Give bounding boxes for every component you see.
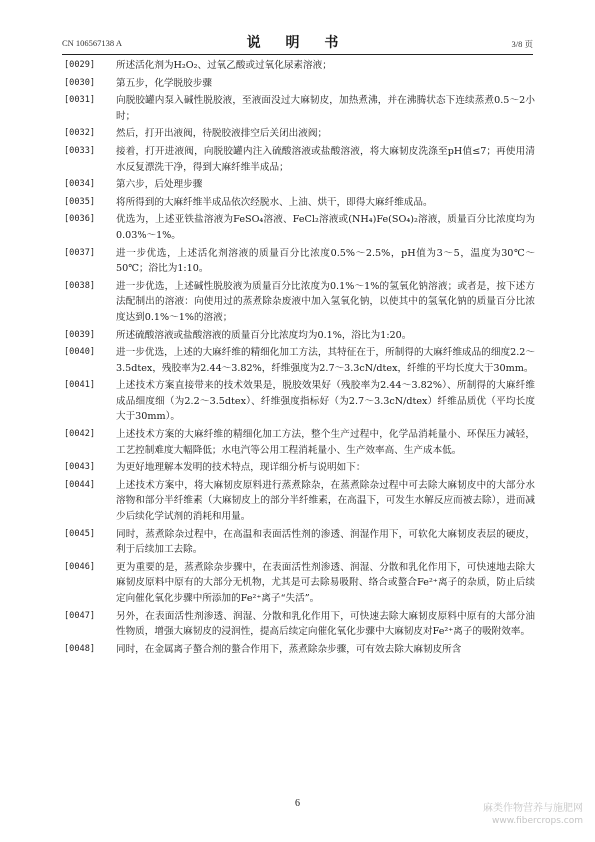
paragraph-number: [0045] <box>64 528 96 539</box>
paragraph-text: 为更好地理解本发明的技术特点，现详细分析与说明如下： <box>116 462 366 474</box>
patent-number: CN 106567138 A <box>62 38 122 48</box>
paragraph <box>64 195 535 211</box>
paragraph-number: [0042] <box>64 429 96 440</box>
paragraph <box>64 177 535 193</box>
site-watermark <box>483 802 583 828</box>
paragraph-text: 进一步优选，上述活化剂溶液的质量百分比浓度0.5%～2.5%，pH值为3～5，温度为30℃～50℃；浴比为1:10。 <box>116 247 535 275</box>
paragraph-text: 第六步，后处理步骤 <box>116 179 203 191</box>
paragraph <box>64 609 535 640</box>
paragraph-number: [0037] <box>64 247 96 258</box>
paragraph <box>64 378 535 425</box>
paragraph-text: 然后，打开出液阀，待脱胶液排空后关闭出液阀； <box>116 128 328 140</box>
paragraph-number: [0048] <box>64 643 96 654</box>
page-number: 6 <box>295 798 300 809</box>
paragraph-number: [0043] <box>64 462 96 473</box>
paragraph-number: [0039] <box>64 329 96 340</box>
description-body <box>64 58 535 659</box>
paragraph-number: [0035] <box>64 196 96 207</box>
paragraph-number: [0031] <box>64 95 96 106</box>
paragraph-text: 上述技术方案直接带来的技术效果是，脱胶效果好（残胶率为2.44～3.82%）、所制得的大麻纤维成品细度细（为2.2～3.5dtex）、纤维强度指标好（为2.7～3.3cN/dtex）纤维品质优（平均长度大于30mm）。 <box>116 380 535 423</box>
paragraph-text: 第五步，化学脱胶步骤 <box>116 77 212 89</box>
paragraph <box>64 642 535 658</box>
paragraph-number: [0034] <box>64 179 96 190</box>
paragraph-text: 上述技术方案中，将大麻韧皮原料进行蒸煮除杂，在蒸煮除杂过程中可去除大麻韧皮中的大部分水溶物和部分半纤维素（大麻韧皮上的部分半纤维素，在高温下，可发生水解反应而被去除），进而减少后续化学试剂的消耗和用量。 <box>116 479 535 523</box>
watermark-site-name: 麻类作物营养与施肥网 <box>483 803 583 814</box>
paragraph-text: 向脱胶罐内泵入碱性脱胶液，至液面没过大麻韧皮，加热煮沸，并在沸腾状态下连续蒸煮0.5～2小时； <box>116 95 535 122</box>
paragraph-text: 将所得到的大麻纤维半成品依次经脱水、上油、烘干，即得大麻纤维成品。 <box>116 196 433 208</box>
paragraph-text: 接着，打开进液阀，向脱胶罐内注入硫酸溶液或盐酸溶液，将大麻韧皮洗涤至pH值≤7；再使用清水反复漂洗干净，得到大麻纤维半成品； <box>116 145 535 173</box>
paragraph <box>64 478 535 525</box>
paragraph-number: [0047] <box>64 610 96 621</box>
paragraph <box>64 345 535 376</box>
paragraph <box>64 460 535 476</box>
paragraph <box>64 246 535 277</box>
paragraph <box>64 126 535 142</box>
paragraph-number: [0032] <box>64 128 96 139</box>
paragraph <box>64 58 535 74</box>
paragraph-text: 进一步优选，上述碱性脱胶液为质量百分比浓度为0.1%～1%的氢氧化钠溶液；或者是，按下述方法配制出的溶液：向使用过的蒸煮除杂废液中加入氢氧化钠，以使其中的氢氧化钠的质量百分比浓度达到0.1%～1%的溶液； <box>116 280 535 323</box>
paragraph <box>64 328 535 344</box>
watermark-url: www.fibercrops.com <box>492 816 583 826</box>
paragraph-text: 另外，在表面活性剂渗透、润湿、分散和乳化作用下，可快速去除大麻韧皮原料中原有的大部分油性物质，增强大麻韧皮的浸润性，提高后续定向催化氧化步骤中大麻韧皮对Fe²⁺离子的吸附效率。 <box>116 610 535 638</box>
paragraph <box>64 76 535 92</box>
paragraph-number: [0038] <box>64 280 96 291</box>
paragraph-text: 所述硫酸溶液或盐酸溶液的质量百分比浓度均为0.1%，浴比为1:20。 <box>116 329 412 341</box>
paragraph <box>64 427 535 458</box>
paragraph-text: 上述技术方案的大麻纤维的精细化加工方法，整个生产过程中，化学品消耗量小、环保压力减轻，工艺控制难度大幅降低；水电汽等公用工程消耗量小、生产效率高、生产成本低。 <box>116 429 535 456</box>
paragraph-number: [0044] <box>64 479 96 490</box>
paragraph-number: [0041] <box>64 380 96 391</box>
paragraph-text: 同时，在金属离子螯合剂的螯合作用下，蒸煮除杂步骤，可有效去除大麻韧皮所含 <box>116 643 462 655</box>
paragraph-text: 更为重要的是，蒸煮除杂步骤中，在表面活性剂渗透、润湿、分散和乳化作用下，可快速地去除大麻韧皮原料中原有的大部分无机物，尤其是可去除易吸附、络合或螯合Fe²⁺离子的杂质，防止后续定向催化氧化步骤中所添加的Fe²⁺离子“失活”。 <box>116 561 535 604</box>
paragraph-text: 同时，蒸煮除杂过程中，在高温和表面活性剂的渗透、润湿作用下，可软化大麻韧皮表层的硬皮，利于后续加工去除。 <box>116 528 535 556</box>
paragraph-text: 优选为，上述亚铁盐溶液为FeSO₄溶液、FeCl₂溶液或(NH₄)Fe(SO₄)₂溶液，质量百分比浓度均为0.03%～1%。 <box>116 214 535 241</box>
paragraph-text: 所述活化剂为H₂O₂、过氧乙酸或过氧化尿素溶液； <box>116 60 332 71</box>
document-title: 说 明 书 <box>246 35 349 51</box>
page-header <box>62 30 533 52</box>
paragraph <box>64 212 535 243</box>
paragraph-number: [0040] <box>64 347 96 358</box>
paragraph-number: [0033] <box>64 145 96 156</box>
paragraph-number: [0046] <box>64 561 96 572</box>
paragraph-number: [0030] <box>64 77 96 88</box>
paragraph <box>64 279 535 326</box>
paragraph <box>64 144 535 175</box>
paragraph-text: 进一步优选，上述的大麻纤维的精细化加工方法，其特征在于，所制得的大麻纤维成品的细度2.2～3.5dtex，残胶率为2.44～3.82%，纤维强度为2.7～3.3cN/dtex，纤维的平均长度大于30mm。 <box>116 347 535 374</box>
paragraph <box>64 93 535 124</box>
paragraph <box>64 560 535 607</box>
header-divider <box>62 54 533 55</box>
paragraph-number: [0029] <box>64 60 96 70</box>
paragraph-number: [0036] <box>64 214 96 225</box>
paragraph <box>64 527 535 558</box>
page-of-total: 3/8 页 <box>511 39 533 49</box>
